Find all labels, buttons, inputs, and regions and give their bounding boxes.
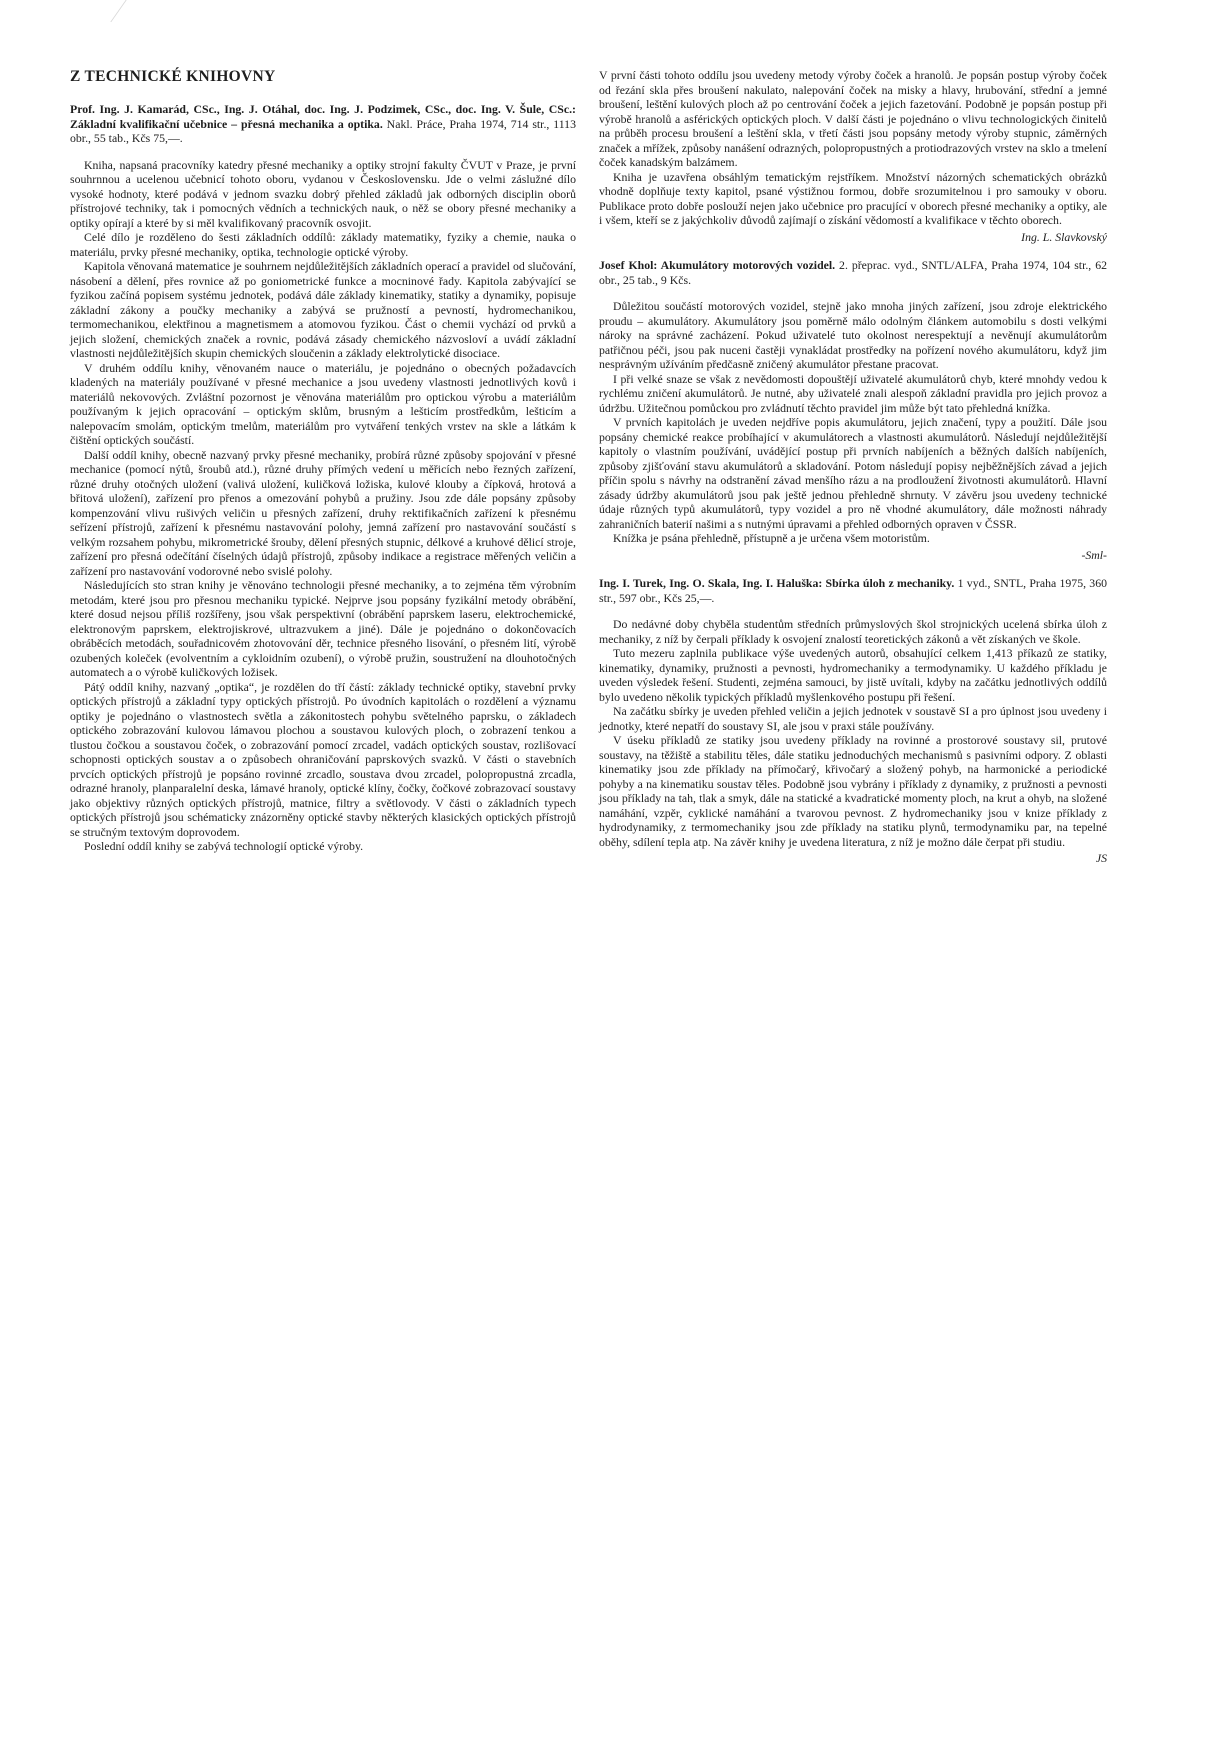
page-heading: Z TECHNICKÉ KNIHOVNY — [70, 68, 276, 85]
review1-continued-paragraph: V první části tohoto oddílu jsou uvedeny metody výroby čoček a hranolů. Je popsán postup výroby čoček od řezání skla přes broušení nakulato, nalepování čoček na misky a hlavy, hrubování, střední a jemné broušení, leštění kulových ploch až po centrování čoček a jejich fazetování. Podobně je popsán postup při výrobě hranolů a asférických optických ploch. V další části je pojednáno o vlivu technologických činitelů na průběh procesu broušení a leštění skla, v třetí části jsou popsány metody výroby stupnic, záměrných značek a mřížek, způsoby nanášení odrazných, polopropustných a protiodrazových vrstev na sklo a tmelení čoček kanadským balzámem. — [599, 68, 1107, 169]
review1-bibliography — [70, 102, 576, 146]
review3-paragraph: Do nedávné doby chyběla studentům středních průmyslových škol strojnických ucelená sbírka úloh z mechaniky, z níž by čerpali příklady k osvojení znalostí teoretických zákonů a vět získaných ve škole. — [599, 617, 1107, 646]
review2-signature: -Sml- — [1081, 547, 1107, 562]
review1-paragraph: V druhém oddílu knihy, věnovaném nauce o materiálu, je pojednáno o obecných požadavcích kladených na materiály používané v přesné mechanice a jsou uvedeny vlastnosti jednotlivých kovů i materiálů nekovových. Zvláštní pozornost je věnována materiálům pro optickou výrobu a materiálům používaným k jejich opracování – optickým sklům, brusným a lešticím prostředkům, lešticím a nalepovacím smolám, optickým tmelům, materiálům pro vytváření tenkých vrstev na skle a látkám k čištění optických součástí. — [70, 360, 576, 447]
review2-bib-details: 2. přeprac. vyd., SNTL/ALFA, Praha 1974, 104 str., 62 obr., 25 tab., 9 Kčs. — [599, 258, 1107, 287]
review2-bibliography — [599, 258, 1107, 287]
review1-paragraph: Kapitola věnovaná matematice je souhrnem nejdůležitějších základních operací a pravidel od slučování, násobení a dělení, přes rovnice až po goniometrické funkce a mocninové řady. Kapitola zabývající se fyzikou začíná popisem systému jednotek, podává dále základy kinematiky, statiky a dynamiky, popisuje základní zákony a poučky mechaniky a zabývá se pružností a pevností, hydromechanikou, termomechanikou, elektřinou a magnetismem a atomovou fyzikou. Část o chemii vychází od prvků a jejich složení, chemických značek a rovnic, podává zásady chemického názvosloví a uvádí základní vlastnosti nejdůležitějších skupin chemických sloučenin a základy elektrolytické disociace. — [70, 259, 576, 360]
review3-bibliography — [599, 576, 1107, 605]
review1-signature: Ing. L. Slavkovský — [1021, 229, 1107, 244]
review2-paragraph: V prvních kapitolách je uveden nejdříve popis akumulátoru, jejich značení, typy a použití. Dále jsou popsány chemické reakce probíhající v akumulátorech a vlastnosti akumulátorů. Následují nejdůležitější kapitoly o vlastním používání, uvádějící postup při prvních nabíjeních a běžných dalších nabíjeních, způsoby zjišťování stavu akumulátorů a skladování. Potom následují popisy nejběžnějších závad a jejich příčin spolu s návrhy na odstranění závad menšího rázu a na prodloužení životnosti akumulátorů. Hlavní zásady údržby akumulátorů jsou pak ještě jednou přehledně shrnuty. V závěru jsou uvedeny technické údaje různých typů akumulátorů, typy vozidel a pro ně vhodné akumulátory, dále možnosti náhrady zahraničních baterií našimi a s nutnými úpravami a přehled odborných opraven v ČSSR. — [599, 415, 1107, 531]
review2-paragraph: Knížka je psána přehledně, přístupně a je určena všem motoristům. — [613, 531, 930, 545]
left-column — [70, 68, 576, 854]
review1-paragraph: Kniha, napsaná pracovníky katedry přesné mechaniky a optiky strojní fakulty ČVUT v Praze, je první souhrnnou a ucelenou učebnicí tohoto oboru, vydanou v Československu. Jde o velmi záslužné dílo vysoké hodnoty, které podává v jednom svazku dobrý přehled základů jak odborných disciplin oborů přístrojové techniky, tak i pomocných vědních a technických nauk, o něž se obory přesné mechaniky a optiky opírají a které by si měl kvalifikovaný pracovník osvojit. — [70, 157, 576, 230]
scan-artifact-line — [110, 0, 146, 22]
review1-bib-details: Nakl. Práce, Praha 1974, 714 str., 1113 obr., 55 tab., Kčs 75,—. — [70, 116, 576, 145]
review1-paragraph: Další oddíl knihy, obecně nazvaný prvky přesné mechaniky, probírá různé způsoby spojování v přesné mechanice (pomocí nýtů, šroubů atd.), různé druhy přímých vedení u měřicích nebo řezných zařízení, různé druhy otočných uložení (valivá uložení, kuličková ložiska, kulové klouby a čípková, hrotová a břitová uložení), zařízení pro přenos a omezování pohybů a pružiny. Jsou zde dále popsány způsoby kompenzování vlivu rušivých veličin u přesných zařízení, druhy rektifikačních zařízení k přesnému seřízení přístrojů, zařízení k přesnému nastavování polohy, jemná zařízení pro nastavování součástí s velkým rozsahem pohybu, mikrometrické šrouby, dělení přesných stupnic, délkové a kruhové dělicí stroje, zařízení pro přesná odečítání číselných údajů přístrojů, způsoby indikace a registrace měřených veličin a zařízení pro nastavování vodorovné nebo svislé polohy. — [70, 447, 576, 578]
review3-paragraph: V úseku příkladů ze statiky jsou uvedeny příklady na rovinné a prostorové soustavy sil, prutové soustavy, na těžiště a stabilitu těles, dále statiku jednoduchých mechanismů s pasivními odpory. Z oblasti kinematiky jsou zde příklady na přímočarý, křivočarý a složený pohyb, na harmonické a periodické pohyby a na kinematiku soustav těles. Podobně jsou vybrány i příklady z dynamiky, z pružnosti a pevnosti jsou příklady na tah, tlak a smyk, dále na statické a kvadratické momenty ploch, na krut a ohyb, na složené namáhání, vzpěr, cyklické namáhání a tvarovou pevnost. Z hydromechaniky jsou v knize příklady z hydrodynamiky, z termomechaniky jsou zde příklady na statiku plynů, termodynamiku par, na tepelné oběhy, sdílení tepla atp. Na závěr knihy je uvedena literatura, z níž je možno dále čerpat při studiu. — [599, 733, 1107, 849]
review1-paragraph: Následujících sto stran knihy je věnováno technologii přesné mechaniky, a to zejména těm výrobním metodám, které jsou pro přesnou mechaniku typické. Nejprve jsou popsány fyzikální metody obrábění, které dosud nejsou příliš rozšířeny, jsou však perspektivní (obrábění paprskem laseru, elektrochemické, elektronovým paprskem, elektrojiskrové, ultrazvukem a jiné). Dále je pojednáno o dokončovacích obráběcích metodách, souřadnicovém zhotovování děr, technice přesného lisování, o přesném lití, výrobě ozubených koleček (evolventním a cykloidním ozubení), o výrobě pružin, soustružení na dlouhotočných automatech a o výrobě kuličkových ložisek. — [70, 578, 576, 679]
review3-bib-details: 1 vyd., SNTL, Praha 1975, 360 str., 597 obr., Kčs 25,—. — [599, 576, 1108, 605]
review1-paragraph: Celé dílo je rozděleno do šesti základních oddílů: základy matematiky, fyziky a chemie, nauka o materiálu, prvky přesné mechaniky, optika, technologie optické výroby. — [70, 230, 576, 259]
review3-signature: JS — [1095, 851, 1107, 865]
review3-bib-title: Ing. I. Turek, Ing. O. Skala, Ing. I. Haluška: Sbírka úloh z mechaniky. — [599, 576, 955, 590]
review1-paragraph: Pátý oddíl knihy, nazvaný „optika“, je rozdělen do tří částí: základy technické optiky, stavební prvky optických přístrojů a základní typy optických přístrojů. Po úvodních kapitolách o rozdělení a významu optiky je pojednáno o vlastnostech světla a zákonitostech pohybu světelného paprsku, o základech optického zobrazování kulovou lámavou plochou a soustavou kulových ploch, o zobrazení tenkou a tlustou čočkou a soustavou čoček, o zobrazování pomocí zrcadel, vadách optických soustav, rozlišovací schopnosti optických soustav a o způsobech ohraničování paprskových svazků. V části o stavebních prvcích optických přístrojů je popsáno rovinné zrcadlo, soustava dvou zrcadel, polopropustná zrcadla, odrazné hranoly, planparalelní deska, lámavé hranoly, optické klíny, čočky, čočkové zobrazovací soustavy jako objektivy různých optických přístrojů, matnice, filtry a světlovody. V části o základních typech optických přístrojů jsou schématicky znázorněny optické stavby některých klasických optických přístrojů se stručným textovým doprovodem. — [70, 679, 576, 839]
review1-bib-title: Prof. Ing. J. Kamarád, CSc., Ing. J. Otáhal, doc. Ing. J. Podzimek, CSc., doc. Ing. V. Šule, CSc.: Základní kvalifikační učebnice – přesná mechanika a optika. — [70, 102, 576, 131]
review3-paragraph: Na začátku sbírky je uveden přehled veličin a jejich jednotek v soustavě SI a pro úplnost jsou uvedeny i jednotky, které nepatří do soustavy SI, ale jsou v praxi stále používány. — [599, 704, 1107, 733]
right-column — [599, 68, 1107, 866]
review3-paragraph: Tuto mezeru zaplnila publikace výše uvedených autorů, obsahující celkem 1,413 příkazů ze statiky, kinematiky, dynamiky, pružnosti a pevnosti, hydromechaniky a termodynamiky. U každého příkladu je uveden výsledek řešení. Studenti, zejména samouci, by jistě uvítali, kdyby na začátku jednotlivých oddílů bylo uvedeno několik typických příkladů myšlenkového postupu při řešení. — [599, 646, 1107, 704]
review2-paragraph: I při velké snaze se však z nevědomosti dopouštějí uživatelé akumulátorů chyb, které mnohdy vedou k rychlému zničení akumulátorů. Je nutné, aby uživatelé znali alespoň základní pravidla pro jejich provoz a údržbu. Užitečnou pomůckou pro zvládnutí těchto pravidel jim může být tato přehledná knížka. — [599, 371, 1107, 415]
review1-continued-paragraph: Kniha je uzavřena obsáhlým tematickým rejstříkem. Množství názorných schematických obrázků vhodně doplňuje texty kapitol, psané výstižnou formou, dobře srozumitelnou i pro samouky v oboru. Publikace proto dobře poslouží nejen jako učebnice pro pracující v oborech přesné mechaniky a optiky, ale i všem, kteří se z jakýchkoliv důvodů zajímají o získání vědomostí a kvalifikace v těchto oborech. — [599, 169, 1107, 227]
review2-bib-title: Josef Khol: Akumulátory motorových vozidel. — [599, 258, 836, 272]
review2-paragraph: Důležitou součástí motorových vozidel, stejně jako mnoha jiných zařízení, jsou zdroje elektrického proudu – akumulátory. Akumulátory jsou poměrně málo odolným článkem automobilu s dosti velkými nároky na správné zacházení. Pokud uživatelé tuto okolnost nerespektují a nevěnují akumulátorům patřičnou péči, jsou pak nuceni častěji vynakládat prostředky na pořízení nového akumulátoru, když jim nesprávným užíváním předčasně zničený akumulátor přestane pracovat. — [599, 299, 1107, 371]
review1-paragraph: Poslední oddíl knihy se zabývá technologií optické výroby. — [84, 839, 364, 853]
